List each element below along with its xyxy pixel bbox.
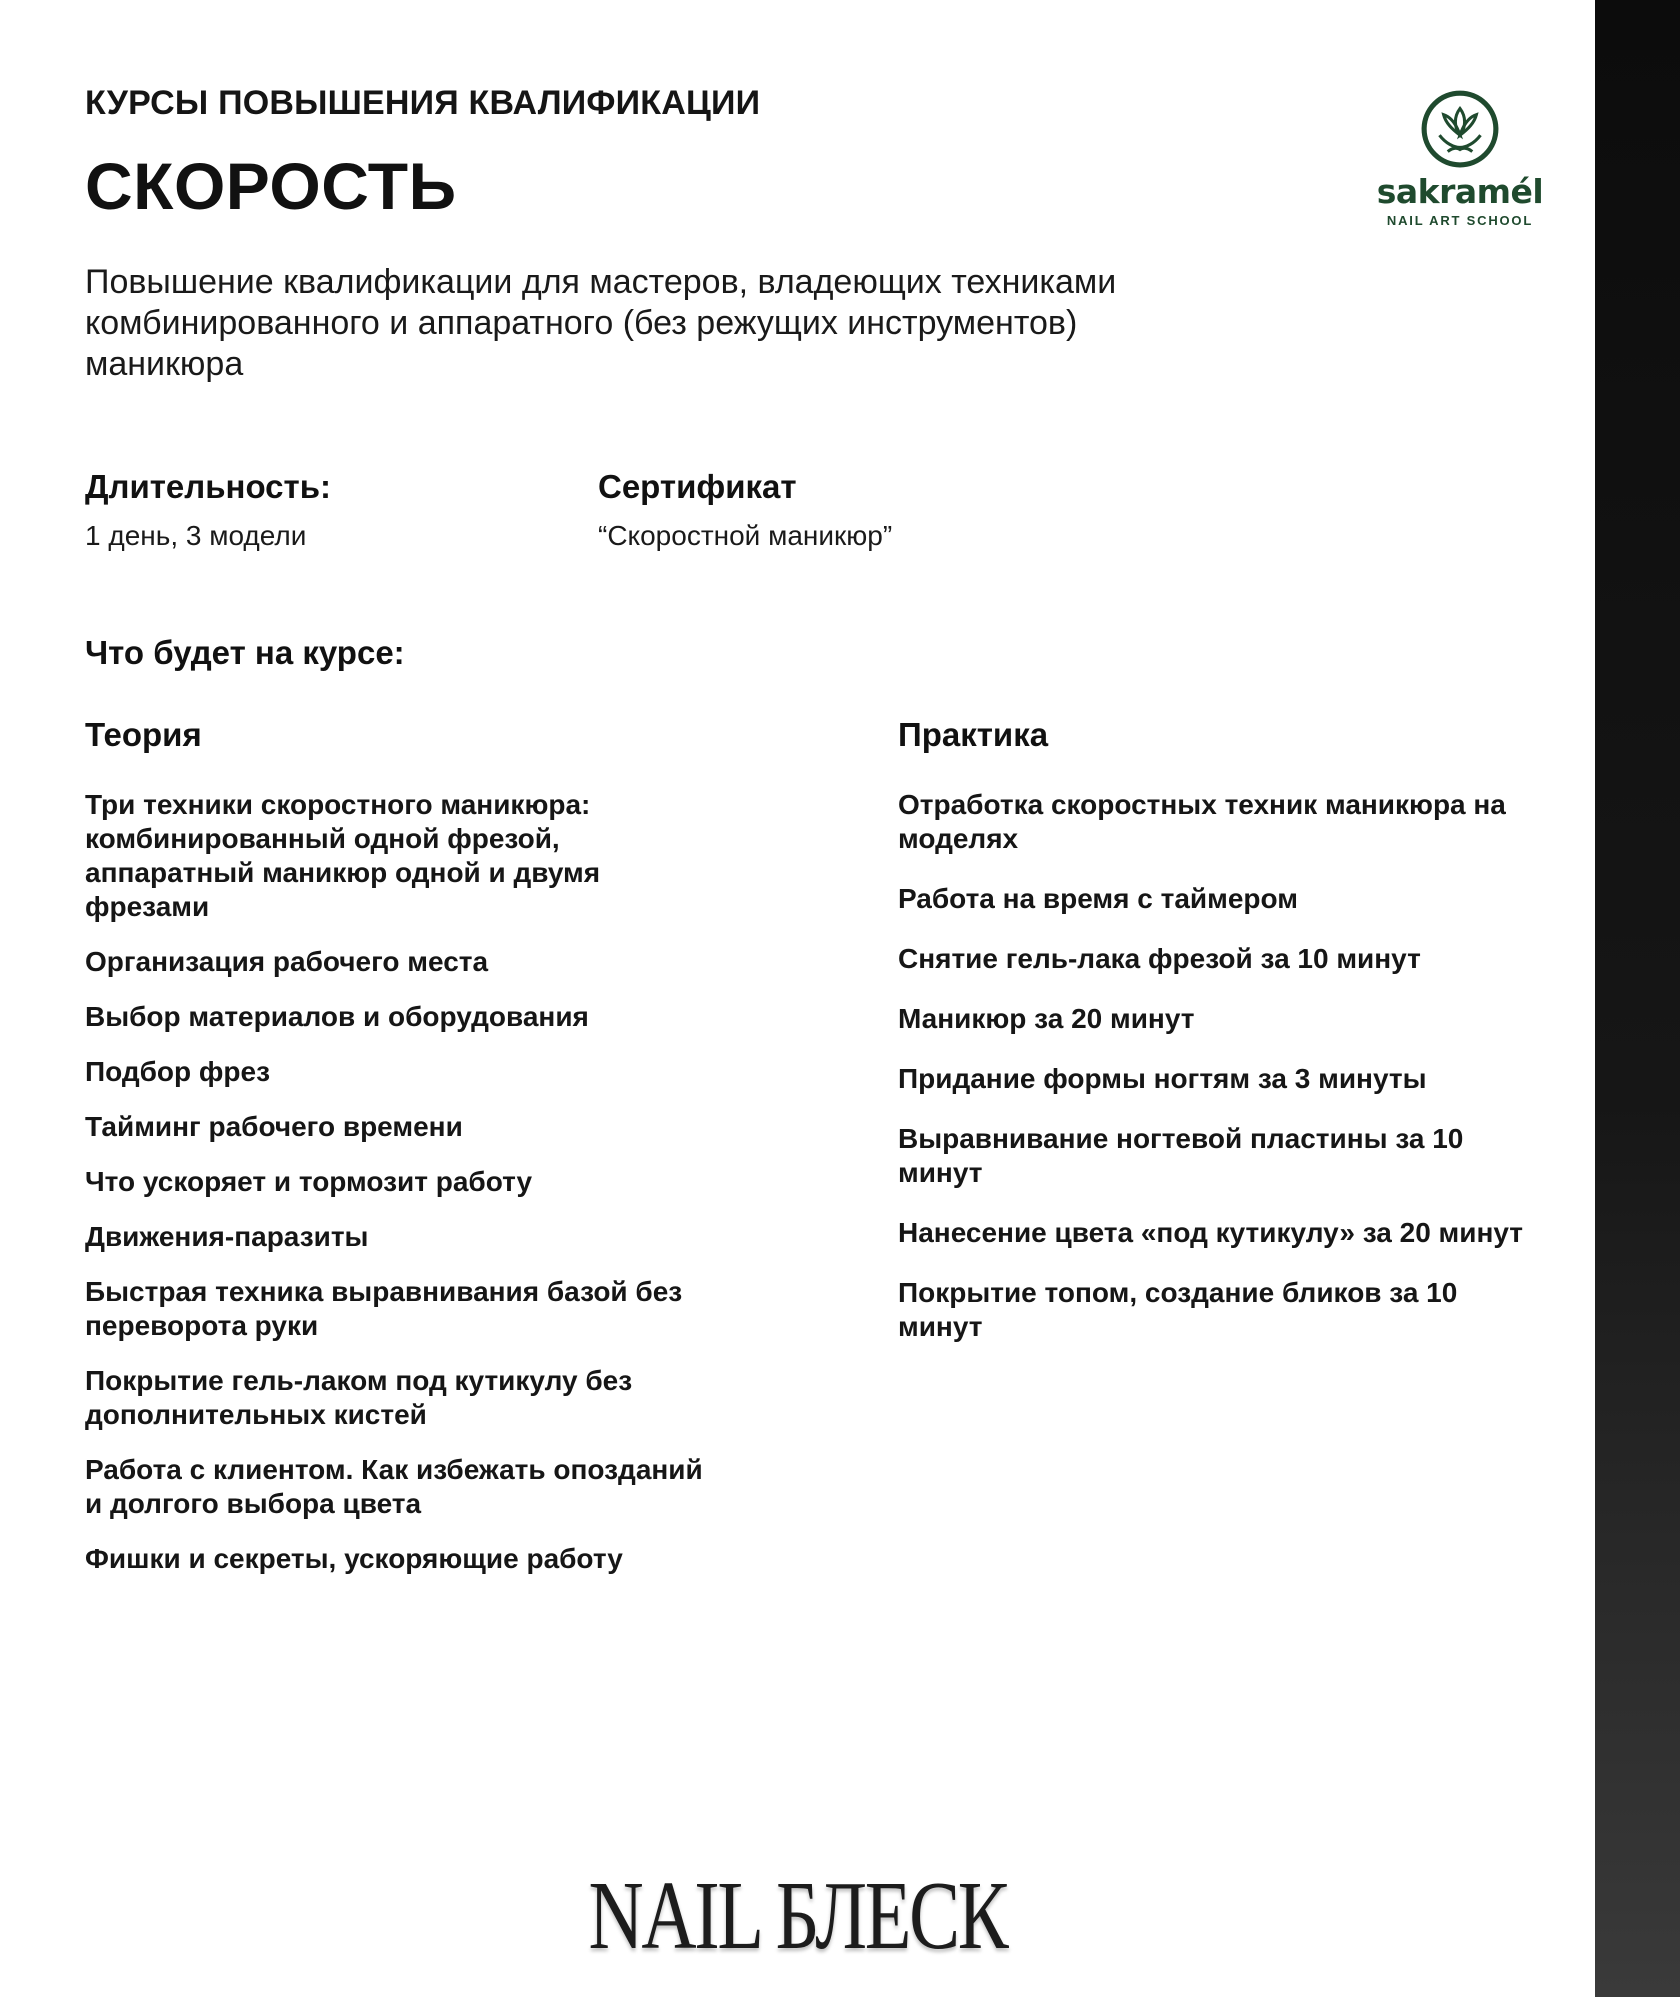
- duration-label: Длительность:: [85, 468, 331, 505]
- list-item: Покрытие гель-лаком под кутикулу без дополнительных кистей: [85, 1365, 633, 1430]
- list-item: Работа с клиентом. Как избежать опозданий и долгого выбора цвета: [85, 1454, 703, 1519]
- list-item: Организация рабочего места: [85, 946, 489, 977]
- list-item: Три техники скоростного маникюра: комбинированный одной фрезой, аппаратный маникюр одной и двумя фрезами: [85, 789, 601, 922]
- list-item: Фишки и секреты, ускоряющие работу: [85, 1543, 623, 1574]
- list-item: Нанесение цвета «под кутикулу» за 20 минут: [898, 1217, 1524, 1248]
- practice-list: [898, 788, 1538, 1370]
- logo-name: sakramél: [1376, 172, 1544, 211]
- list-item: Быстрая техника выравнивания базой без переворота руки: [85, 1276, 683, 1341]
- list-item: Отработка скоростных техник маникюра на моделях: [898, 789, 1506, 854]
- list-item: Маникюр за 20 минут: [898, 1003, 1195, 1034]
- practice-heading: Практика: [898, 716, 1049, 753]
- duration-value: 1 день, 3 модели: [85, 520, 307, 551]
- course-category: КУРСЫ ПОВЫШЕНИЯ КВАЛИФИКАЦИИ: [85, 84, 761, 122]
- list-item: Тайминг рабочего времени: [85, 1111, 463, 1142]
- theory-list: [85, 788, 725, 1597]
- side-dark-strip: [1595, 0, 1680, 1997]
- certificate-label: Сертификат: [598, 468, 797, 505]
- list-item: Работа на время с таймером: [898, 883, 1298, 914]
- certificate-value: “Скоростной маникюр”: [598, 520, 893, 551]
- page-title: СКОРОСТЬ: [85, 149, 457, 223]
- school-logo: [1355, 88, 1565, 228]
- list-item: Выбор материалов и оборудования: [85, 1001, 589, 1032]
- logo-tagline: NAIL ART SCHOOL: [1386, 213, 1534, 228]
- list-item: Подбор фрез: [85, 1056, 271, 1087]
- list-item: Движения-паразиты: [85, 1221, 369, 1252]
- course-description: Повышение квалификации для мастеров, владеющих техниками комбинированного и аппаратного (без режущих инструментов) маникюра: [85, 263, 1117, 383]
- footer-brand-logo: NAIL БЛЕСК: [588, 1862, 1007, 1970]
- theory-heading: Теория: [85, 716, 202, 753]
- list-item: Придание формы ногтям за 3 минуты: [898, 1063, 1427, 1094]
- list-item: Выравнивание ногтевой пластины за 10 минут: [898, 1123, 1464, 1188]
- list-item: Покрытие топом, создание бликов за 10 минут: [898, 1277, 1458, 1342]
- course-content-heading: Что будет на курсе:: [85, 634, 405, 671]
- list-item: Что ускоряет и тормозит работу: [85, 1166, 533, 1197]
- list-item: Снятие гель-лака фрезой за 10 минут: [898, 943, 1421, 974]
- lotus-hands-icon: [1419, 88, 1501, 170]
